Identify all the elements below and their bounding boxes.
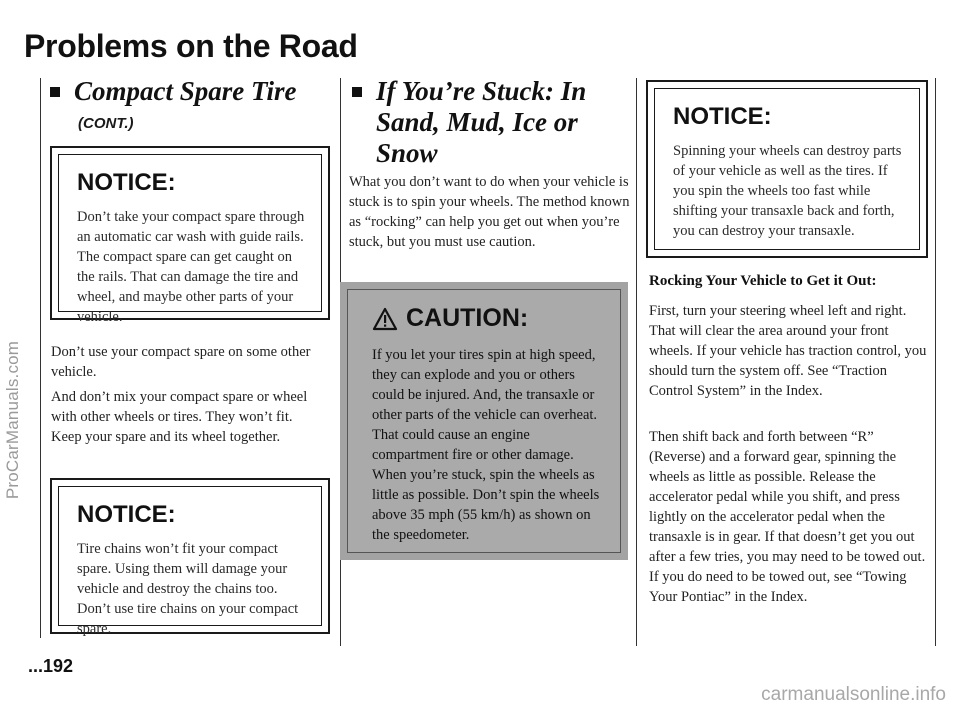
caution-body: If you let your tires spin at high speed, they can explode and you or others could be injured. And, the transaxle or other parts of the vehicle can overheat. That could cause an engine compartment fire or other damage. When you’re stuck, spin the wheels as little as possible. Don’t spin the wheels above 35 mph (55 km/h) as shown on the speedometer. (372, 347, 600, 543)
bullet-icon (352, 87, 362, 97)
side-watermark: ProCarManuals.com (3, 340, 22, 500)
paragraph-steering: First, turn your steering wheel left and right. That will clear the area around your front wheels. If your vehicle has traction control, you should turn the system off. See “Traction Control System” in the Index. (649, 303, 927, 399)
notice-box-spinning (646, 80, 928, 258)
section-heading-if-stuck: If You’re Stuck: In Sand, Mud, Ice or Snow (352, 76, 627, 169)
paragraph-other-vehicle: Don’t use your compact spare on some other vehicle. (51, 344, 311, 380)
paragraph-dont-mix: And don’t mix your compact spare or wheel with other wheels or tires. They won’t fit. Keep your spare and its wheel together. (51, 389, 308, 445)
caution-box (340, 282, 628, 560)
page-number: ...192 (28, 656, 74, 676)
notice-title: NOTICE: (77, 501, 176, 528)
column-divider-far-right (935, 78, 936, 646)
column-divider-right (636, 78, 637, 646)
middle-column-heading (352, 76, 627, 169)
page-title: Problems on the Road (24, 28, 358, 64)
notice-body: Spinning your wheels can destroy parts of your vehicle as well as the tires. If you spin the wheels too fast while shifting your transaxle back and forth, you can destroy your transaxle. (673, 143, 902, 239)
notice-body: Tire chains won’t fit your compact spare. Using them will damage your vehicle and destroy the chains too. Don’t use tire chains on your compact spare. (77, 541, 299, 637)
bottom-watermark: carmanualsonline.info (761, 684, 946, 705)
bullet-icon (50, 87, 60, 97)
notice-box-car-wash (50, 146, 330, 325)
column-divider-left (40, 78, 41, 638)
subheading-rocking: Rocking Your Vehicle to Get it Out: (649, 273, 877, 289)
section-heading-compact-spare: Compact Spare Tire (50, 76, 330, 107)
caution-title: CAUTION: (372, 304, 604, 333)
paragraph-shift: Then shift back and forth between “R” (Reverse) and a forward gear, spinning the wheels as little as possible. Release the accelerator pedal while you shift, and press lightly on the accelerator pedal when the transaxle is in gear. If that doesn’t get you out after a few tries, you may need to be towed out. If you do need to be towed out, see “Towing Your Pontiac” in the Index. (649, 429, 926, 605)
left-column (50, 76, 330, 132)
notice-body: Don’t take your compact spare through an automatic car wash with guide rails. The compact spare can get caught on the rails. That can damage the tire and wheel, and maybe other parts of your vehicle. (77, 209, 305, 325)
continued-label: (CONT.) (78, 115, 134, 132)
notice-box-tire-chains (50, 478, 330, 637)
notice-title: NOTICE: (673, 103, 772, 130)
warning-triangle-icon (372, 307, 398, 331)
notice-title: NOTICE: (77, 169, 176, 196)
paragraph-stuck-intro: What you don’t want to do when your vehicle is stuck is to spin your wheels. The method known as “rocking” can help you get out when you’re stuck, but you must use caution. (349, 174, 630, 250)
